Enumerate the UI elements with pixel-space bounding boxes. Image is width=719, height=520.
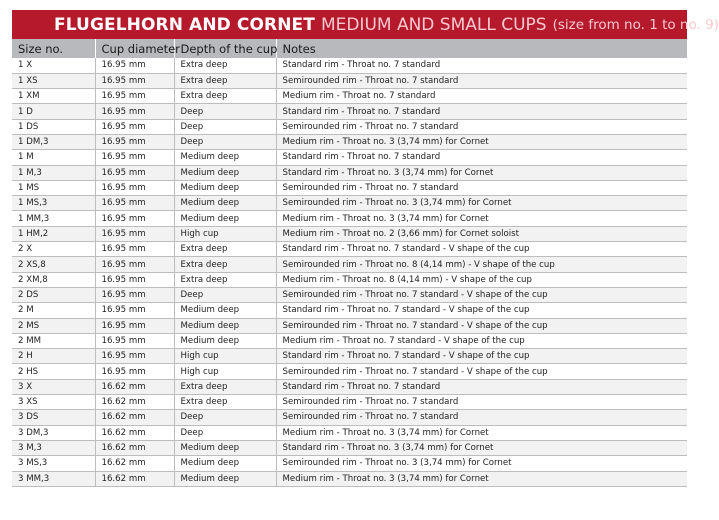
table-row [12, 211, 687, 226]
table-row [12, 349, 687, 364]
depth-cell: Deep [174, 287, 276, 302]
diameter-cell: 16.95 mm [95, 165, 174, 180]
diameter-cell: 16.62 mm [95, 410, 174, 425]
table-row [12, 196, 687, 211]
notes-cell: Medium rim - Throat no. 3 (3,74 mm) for Cornet [276, 211, 687, 226]
depth-cell: Extra deep [174, 242, 276, 257]
notes-cell: Medium rim - Throat no. 7 standard - V shape of the cup [276, 333, 687, 348]
size-cell: 3 DM,3 [12, 425, 95, 440]
depth-cell: Deep [174, 119, 276, 134]
diameter-cell: 16.95 mm [95, 226, 174, 241]
table-row [12, 333, 687, 348]
depth-cell: Medium deep [174, 333, 276, 348]
table-row [12, 165, 687, 180]
table-row [12, 410, 687, 425]
notes-cell: Standard rim - Throat no. 3 (3,74 mm) for Cornet [276, 440, 687, 455]
diameter-cell: 16.62 mm [95, 456, 174, 471]
depth-cell: Medium deep [174, 303, 276, 318]
table-row [12, 73, 687, 88]
notes-cell: Semirounded rim - Throat no. 7 standard [276, 410, 687, 425]
column-header-notes: Notes [276, 39, 687, 58]
depth-cell: Medium deep [174, 165, 276, 180]
diameter-cell: 16.95 mm [95, 134, 174, 149]
diameter-cell: 16.95 mm [95, 196, 174, 211]
notes-cell: Semirounded rim - Throat no. 7 standard [276, 180, 687, 195]
size-cell: 3 X [12, 379, 95, 394]
table-row [12, 440, 687, 455]
notes-cell: Semirounded rim - Throat no. 7 standard - V shape of the cup [276, 287, 687, 302]
depth-cell: High cup [174, 226, 276, 241]
notes-cell: Medium rim - Throat no. 3 (3,74 mm) for Cornet [276, 425, 687, 440]
notes-cell: Standard rim - Throat no. 7 standard - V shape of the cup [276, 242, 687, 257]
notes-cell: Medium rim - Throat no. 3 (3,74 mm) for Cornet [276, 134, 687, 149]
notes-cell: Medium rim - Throat no. 3 (3,74 mm) for Cornet [276, 471, 687, 486]
diameter-cell: 16.62 mm [95, 379, 174, 394]
notes-cell: Semirounded rim - Throat no. 7 standard [276, 119, 687, 134]
diameter-cell: 16.95 mm [95, 104, 174, 119]
diameter-cell: 16.95 mm [95, 58, 174, 73]
notes-cell: Medium rim - Throat no. 7 standard [276, 89, 687, 104]
table-row [12, 364, 687, 379]
depth-cell: Medium deep [174, 471, 276, 486]
notes-cell: Standard rim - Throat no. 7 standard [276, 379, 687, 394]
column-header-diameter: Cup diameter [95, 39, 174, 58]
depth-cell: Medium deep [174, 150, 276, 165]
depth-cell: Extra deep [174, 272, 276, 287]
diameter-cell: 16.62 mm [95, 471, 174, 486]
table-row [12, 180, 687, 195]
depth-cell: Medium deep [174, 180, 276, 195]
size-cell: 1 XS [12, 73, 95, 88]
size-cell: 3 M,3 [12, 440, 95, 455]
diameter-cell: 16.62 mm [95, 425, 174, 440]
depth-cell: Medium deep [174, 196, 276, 211]
title-note: (size from no. 1 to no. 9) [552, 16, 719, 33]
depth-cell: High cup [174, 349, 276, 364]
table-row [12, 257, 687, 272]
table-header-row [12, 39, 687, 58]
diameter-cell: 16.95 mm [95, 89, 174, 104]
diameter-cell: 16.95 mm [95, 73, 174, 88]
notes-cell: Semirounded rim - Throat no. 3 (3,74 mm) for Cornet [276, 456, 687, 471]
table-row [12, 104, 687, 119]
depth-cell: Extra deep [174, 395, 276, 410]
table-row [12, 272, 687, 287]
notes-cell: Medium rim - Throat no. 8 (4,14 mm) - V shape of the cup [276, 272, 687, 287]
diameter-cell: 16.95 mm [95, 272, 174, 287]
diameter-cell: 16.62 mm [95, 395, 174, 410]
diameter-cell: 16.95 mm [95, 242, 174, 257]
size-cell: 3 MM,3 [12, 471, 95, 486]
table-row [12, 425, 687, 440]
size-cell: 2 H [12, 349, 95, 364]
notes-cell: Semirounded rim - Throat no. 7 standard - V shape of the cup [276, 318, 687, 333]
depth-cell: Medium deep [174, 440, 276, 455]
table-row [12, 395, 687, 410]
diameter-cell: 16.62 mm [95, 440, 174, 455]
size-cell: 1 DM,3 [12, 134, 95, 149]
table-row [12, 89, 687, 104]
table-row [12, 119, 687, 134]
size-cell: 1 M,3 [12, 165, 95, 180]
diameter-cell: 16.95 mm [95, 211, 174, 226]
depth-cell: High cup [174, 364, 276, 379]
size-cell: 2 X [12, 242, 95, 257]
size-cell: 3 DS [12, 410, 95, 425]
depth-cell: Deep [174, 410, 276, 425]
depth-cell: Deep [174, 104, 276, 119]
diameter-cell: 16.95 mm [95, 364, 174, 379]
table-row [12, 303, 687, 318]
size-cell: 1 D [12, 104, 95, 119]
column-header-size: Size no. [12, 39, 95, 58]
column-header-depth: Depth of the cup [174, 39, 276, 58]
table-row [12, 471, 687, 486]
diameter-cell: 16.95 mm [95, 180, 174, 195]
depth-cell: Extra deep [174, 379, 276, 394]
depth-cell: Medium deep [174, 211, 276, 226]
table-row [12, 242, 687, 257]
size-cell: 1 HM,2 [12, 226, 95, 241]
notes-cell: Standard rim - Throat no. 7 standard [276, 104, 687, 119]
diameter-cell: 16.95 mm [95, 287, 174, 302]
depth-cell: Extra deep [174, 257, 276, 272]
table-row [12, 226, 687, 241]
size-cell: 1 XM [12, 89, 95, 104]
size-cell: 1 MS [12, 180, 95, 195]
notes-cell: Semirounded rim - Throat no. 7 standard - V shape of the cup [276, 364, 687, 379]
notes-cell: Semirounded rim - Throat no. 7 standard [276, 395, 687, 410]
table-row [12, 134, 687, 149]
diameter-cell: 16.95 mm [95, 333, 174, 348]
cup-size-table [12, 39, 687, 487]
size-cell: 2 M [12, 303, 95, 318]
notes-cell: Semirounded rim - Throat no. 8 (4,14 mm) - V shape of the cup [276, 257, 687, 272]
notes-cell: Standard rim - Throat no. 7 standard [276, 58, 687, 73]
notes-cell: Standard rim - Throat no. 7 standard - V shape of the cup [276, 303, 687, 318]
diameter-cell: 16.95 mm [95, 318, 174, 333]
table-row [12, 379, 687, 394]
depth-cell: Extra deep [174, 58, 276, 73]
size-cell: 2 MS [12, 318, 95, 333]
depth-cell: Medium deep [174, 456, 276, 471]
size-cell: 2 XM,8 [12, 272, 95, 287]
depth-cell: Medium deep [174, 318, 276, 333]
size-cell: 2 DS [12, 287, 95, 302]
notes-cell: Standard rim - Throat no. 7 standard - V shape of the cup [276, 349, 687, 364]
diameter-cell: 16.95 mm [95, 257, 174, 272]
notes-cell: Standard rim - Throat no. 7 standard [276, 150, 687, 165]
size-cell: 1 M [12, 150, 95, 165]
size-cell: 1 MM,3 [12, 211, 95, 226]
notes-cell: Semirounded rim - Throat no. 7 standard [276, 73, 687, 88]
table-row [12, 58, 687, 73]
size-cell: 3 XS [12, 395, 95, 410]
size-cell: 3 MS,3 [12, 456, 95, 471]
size-cell: 2 MM [12, 333, 95, 348]
table-row [12, 287, 687, 302]
table-row [12, 318, 687, 333]
size-cell: 2 HS [12, 364, 95, 379]
notes-cell: Standard rim - Throat no. 3 (3,74 mm) for Cornet [276, 165, 687, 180]
diameter-cell: 16.95 mm [95, 303, 174, 318]
size-cell: 1 MS,3 [12, 196, 95, 211]
notes-cell: Medium rim - Throat no. 2 (3,66 mm) for Cornet soloist [276, 226, 687, 241]
size-cell: 1 DS [12, 119, 95, 134]
size-cell: 2 XS,8 [12, 257, 95, 272]
depth-cell: Extra deep [174, 89, 276, 104]
size-cell: 1 X [12, 58, 95, 73]
diameter-cell: 16.95 mm [95, 150, 174, 165]
title-bold: FLUGELHORN AND CORNET [54, 14, 315, 35]
table-row [12, 456, 687, 471]
notes-cell: Semirounded rim - Throat no. 3 (3,74 mm) for Cornet [276, 196, 687, 211]
diameter-cell: 16.95 mm [95, 119, 174, 134]
depth-cell: Deep [174, 425, 276, 440]
table-row [12, 150, 687, 165]
title-banner [12, 10, 719, 39]
title-light: MEDIUM AND SMALL CUPS [320, 14, 547, 35]
depth-cell: Deep [174, 134, 276, 149]
depth-cell: Extra deep [174, 73, 276, 88]
diameter-cell: 16.95 mm [95, 349, 174, 364]
